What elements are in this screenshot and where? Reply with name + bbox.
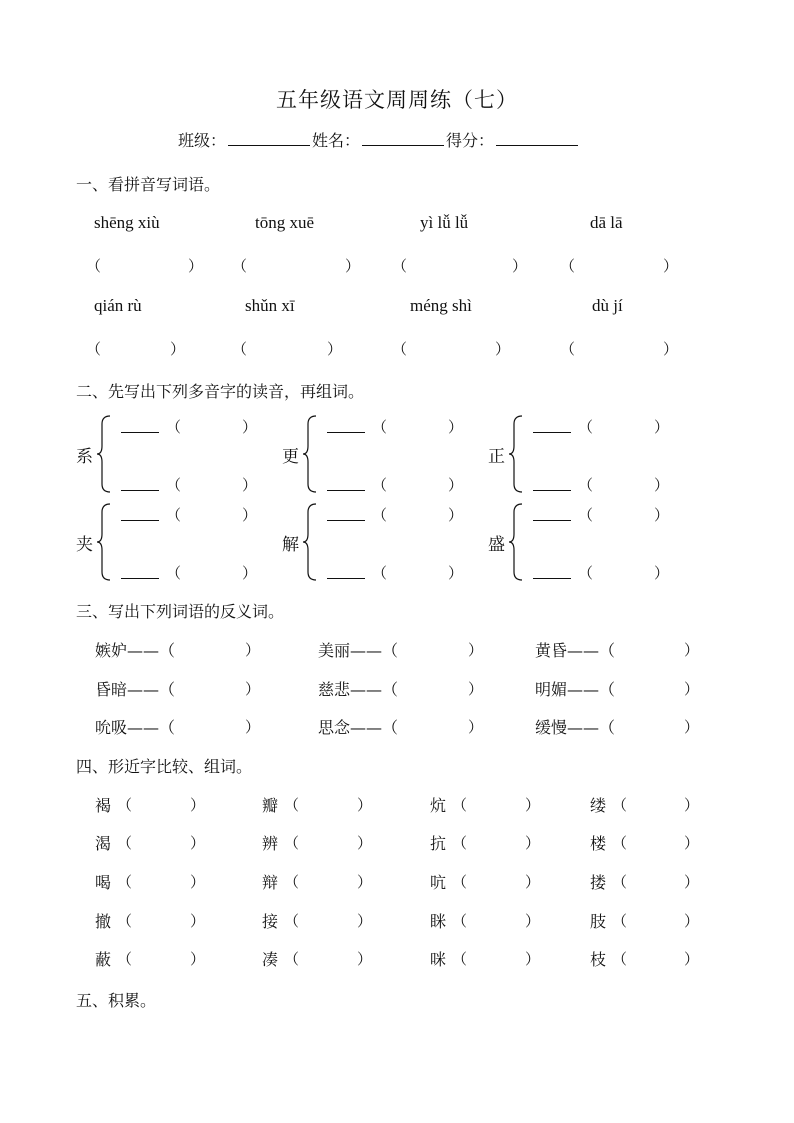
answer-paren-close: ） — [468, 718, 484, 736]
similar-char: 楼 — [590, 834, 607, 853]
answer-paren-open: （ — [612, 912, 628, 930]
answer-paren-close: ） — [654, 564, 670, 582]
answer-paren-close: ） — [242, 418, 258, 436]
similar-char: 凑 — [262, 950, 279, 969]
answer-paren-open: （ — [612, 950, 628, 968]
reading-answer-line[interactable] — [121, 476, 159, 495]
answer-paren-close: ） — [242, 506, 258, 524]
similar-char: 咪 — [430, 950, 447, 969]
answer-paren-close: ） — [525, 834, 541, 852]
answer-paren-close: ） — [654, 476, 670, 494]
answer-paren-open: （ — [166, 564, 182, 582]
answer-paren-close: ） — [495, 340, 511, 358]
pinyin-item: dù jí — [592, 296, 623, 315]
similar-char: 吭 — [430, 873, 447, 892]
similar-char: 辨 — [262, 834, 279, 853]
similar-char: 辩 — [262, 873, 279, 892]
answer-paren-close: ） — [245, 641, 261, 659]
reading-answer-line[interactable] — [121, 564, 159, 583]
pinyin-item: yì lǚ lǚ — [420, 213, 469, 232]
section-1-heading: 一、看拼音写词语。 — [76, 175, 221, 194]
antonym-item: 明媚——（ — [535, 680, 616, 699]
answer-paren-close: ） — [684, 950, 700, 968]
answer-paren-open: （ — [284, 834, 300, 852]
answer-paren-open: （ — [452, 873, 468, 891]
name-label: 姓名： — [312, 131, 361, 150]
answer-paren-close: ） — [190, 834, 206, 852]
name-field[interactable] — [362, 129, 444, 146]
answer-paren-close: ） — [684, 641, 700, 659]
section-5-heading: 五、积累。 — [76, 991, 157, 1010]
pinyin-item: tōng xuē — [255, 213, 315, 232]
answer-paren-open: （ — [560, 340, 576, 358]
page-title: 五年级语文周周练（七） — [276, 88, 518, 112]
reading-answer-line[interactable] — [533, 476, 571, 495]
answer-paren-close: ） — [684, 912, 700, 930]
answer-paren-open: （ — [578, 418, 594, 436]
similar-char: 肢 — [590, 912, 607, 931]
antonym-item: 吮吸——（ — [95, 718, 176, 737]
similar-char: 喝 — [95, 873, 112, 892]
answer-paren-close: ） — [245, 718, 261, 736]
answer-paren-open: （ — [372, 418, 388, 436]
answer-paren-open: （ — [452, 912, 468, 930]
similar-char: 渴 — [95, 834, 112, 853]
answer-paren-open: （ — [166, 476, 182, 494]
answer-paren-close: ） — [468, 641, 484, 659]
answer-paren-open: （ — [372, 506, 388, 524]
answer-paren-close: ） — [448, 506, 464, 524]
score-label: 得分： — [446, 131, 495, 150]
answer-paren-open: （ — [117, 873, 133, 891]
answer-paren-close: ） — [663, 340, 679, 358]
answer-paren-open: （ — [452, 834, 468, 852]
brace-icon — [96, 414, 116, 494]
answer-paren-close: ） — [448, 476, 464, 494]
answer-paren-open: （ — [372, 476, 388, 494]
polyphonic-char: 正 — [488, 447, 505, 467]
reading-answer-line[interactable] — [327, 418, 365, 437]
answer-paren-close: ） — [190, 796, 206, 814]
pinyin-item: shēng xiù — [94, 213, 160, 232]
answer-paren-close: ） — [525, 796, 541, 814]
reading-answer-line[interactable] — [327, 564, 365, 583]
answer-paren-close: ） — [357, 873, 373, 891]
answer-paren-close: ） — [448, 564, 464, 582]
reading-answer-line[interactable] — [121, 418, 159, 437]
answer-paren-close: ） — [684, 834, 700, 852]
answer-paren-open: （ — [372, 564, 388, 582]
answer-paren-open: （ — [117, 950, 133, 968]
similar-char: 接 — [262, 912, 279, 931]
answer-paren-close: ） — [327, 340, 343, 358]
answer-paren-close: ） — [525, 873, 541, 891]
similar-char: 抗 — [430, 834, 447, 853]
brace-icon — [508, 414, 528, 494]
answer-paren-open: （ — [86, 257, 102, 275]
answer-paren-open: （ — [284, 912, 300, 930]
polyphonic-char: 盛 — [488, 535, 505, 555]
answer-paren-close: ） — [357, 912, 373, 930]
answer-paren-close: ） — [357, 796, 373, 814]
answer-paren-close: ） — [190, 912, 206, 930]
section-2-heading: 二、先写出下列多音字的读音，再组词。 — [76, 382, 365, 401]
answer-paren-open: （ — [117, 796, 133, 814]
similar-char: 褐 — [95, 796, 112, 815]
answer-paren-close: ） — [357, 834, 373, 852]
reading-answer-line[interactable] — [533, 506, 571, 525]
answer-paren-close: ） — [684, 718, 700, 736]
answer-paren-open: （ — [284, 950, 300, 968]
section-4-heading: 四、形近字比较、组词。 — [76, 757, 253, 776]
answer-paren-close: ） — [242, 564, 258, 582]
answer-paren-open: （ — [232, 340, 248, 358]
brace-icon — [96, 502, 116, 582]
answer-paren-open: （ — [452, 950, 468, 968]
answer-paren-close: ） — [448, 418, 464, 436]
brace-icon — [302, 502, 322, 582]
answer-paren-open: （ — [560, 257, 576, 275]
antonym-item: 美丽——（ — [318, 641, 399, 660]
reading-answer-line[interactable] — [327, 476, 365, 495]
pinyin-item: dā lā — [590, 213, 623, 232]
answer-paren-open: （ — [452, 796, 468, 814]
answer-paren-close: ） — [525, 950, 541, 968]
answer-paren-close: ） — [242, 476, 258, 494]
similar-char: 缕 — [590, 796, 607, 815]
reading-answer-line[interactable] — [533, 564, 571, 583]
answer-paren-close: ） — [663, 257, 679, 275]
answer-paren-close: ） — [512, 257, 528, 275]
class-label: 班级： — [178, 131, 227, 150]
answer-paren-close: ） — [190, 950, 206, 968]
polyphonic-char: 夹 — [76, 535, 93, 555]
answer-paren-close: ） — [170, 340, 186, 358]
answer-paren-close: ） — [357, 950, 373, 968]
similar-char: 炕 — [430, 796, 447, 815]
answer-paren-close: ） — [468, 680, 484, 698]
antonym-item: 思念——（ — [318, 718, 399, 737]
answer-paren-close: ） — [525, 912, 541, 930]
answer-paren-open: （ — [578, 476, 594, 494]
similar-char: 搂 — [590, 873, 607, 892]
answer-paren-open: （ — [117, 912, 133, 930]
answer-paren-open: （ — [166, 506, 182, 524]
student-info-line — [178, 128, 580, 151]
answer-paren-close: ） — [190, 873, 206, 891]
answer-paren-close: ） — [245, 680, 261, 698]
answer-paren-close: ） — [188, 257, 204, 275]
polyphonic-char: 更 — [282, 447, 299, 467]
answer-paren-close: ） — [684, 796, 700, 814]
pinyin-item: qián rù — [94, 296, 142, 315]
answer-paren-open: （ — [578, 564, 594, 582]
answer-paren-close: ） — [684, 680, 700, 698]
section-3-heading: 三、写出下列词语的反义词。 — [76, 602, 285, 621]
antonym-item: 黄昏——（ — [535, 641, 616, 660]
antonym-item: 昏暗——（ — [95, 680, 176, 699]
similar-char: 眯 — [430, 912, 447, 931]
pinyin-item: shǔn xī — [245, 296, 295, 315]
reading-answer-line[interactable] — [121, 506, 159, 525]
polyphonic-char: 解 — [282, 535, 299, 555]
answer-paren-open: （ — [612, 873, 628, 891]
answer-paren-open: （ — [612, 796, 628, 814]
answer-paren-open: （ — [284, 796, 300, 814]
answer-paren-open: （ — [392, 257, 408, 275]
answer-paren-open: （ — [578, 506, 594, 524]
answer-paren-open: （ — [612, 834, 628, 852]
class-field[interactable] — [228, 129, 310, 146]
answer-paren-open: （ — [166, 418, 182, 436]
answer-paren-close: ） — [684, 873, 700, 891]
answer-paren-open: （ — [392, 340, 408, 358]
answer-paren-open: （ — [86, 340, 102, 358]
similar-char: 枝 — [590, 950, 607, 969]
answer-paren-open: （ — [117, 834, 133, 852]
answer-paren-close: ） — [345, 257, 361, 275]
antonym-item: 缓慢——（ — [535, 718, 616, 737]
brace-icon — [508, 502, 528, 582]
polyphonic-char: 系 — [76, 447, 93, 467]
reading-answer-line[interactable] — [533, 418, 571, 437]
similar-char: 瓣 — [262, 796, 279, 815]
similar-char: 撤 — [95, 912, 112, 931]
pinyin-item: méng shì — [410, 296, 472, 315]
reading-answer-line[interactable] — [327, 506, 365, 525]
answer-paren-open: （ — [232, 257, 248, 275]
score-field[interactable] — [496, 129, 578, 146]
answer-paren-close: ） — [654, 418, 670, 436]
similar-char: 蔽 — [95, 950, 112, 969]
antonym-item: 嫉妒——（ — [95, 641, 176, 660]
answer-paren-close: ） — [654, 506, 670, 524]
brace-icon — [302, 414, 322, 494]
answer-paren-open: （ — [284, 873, 300, 891]
antonym-item: 慈悲——（ — [318, 680, 399, 699]
